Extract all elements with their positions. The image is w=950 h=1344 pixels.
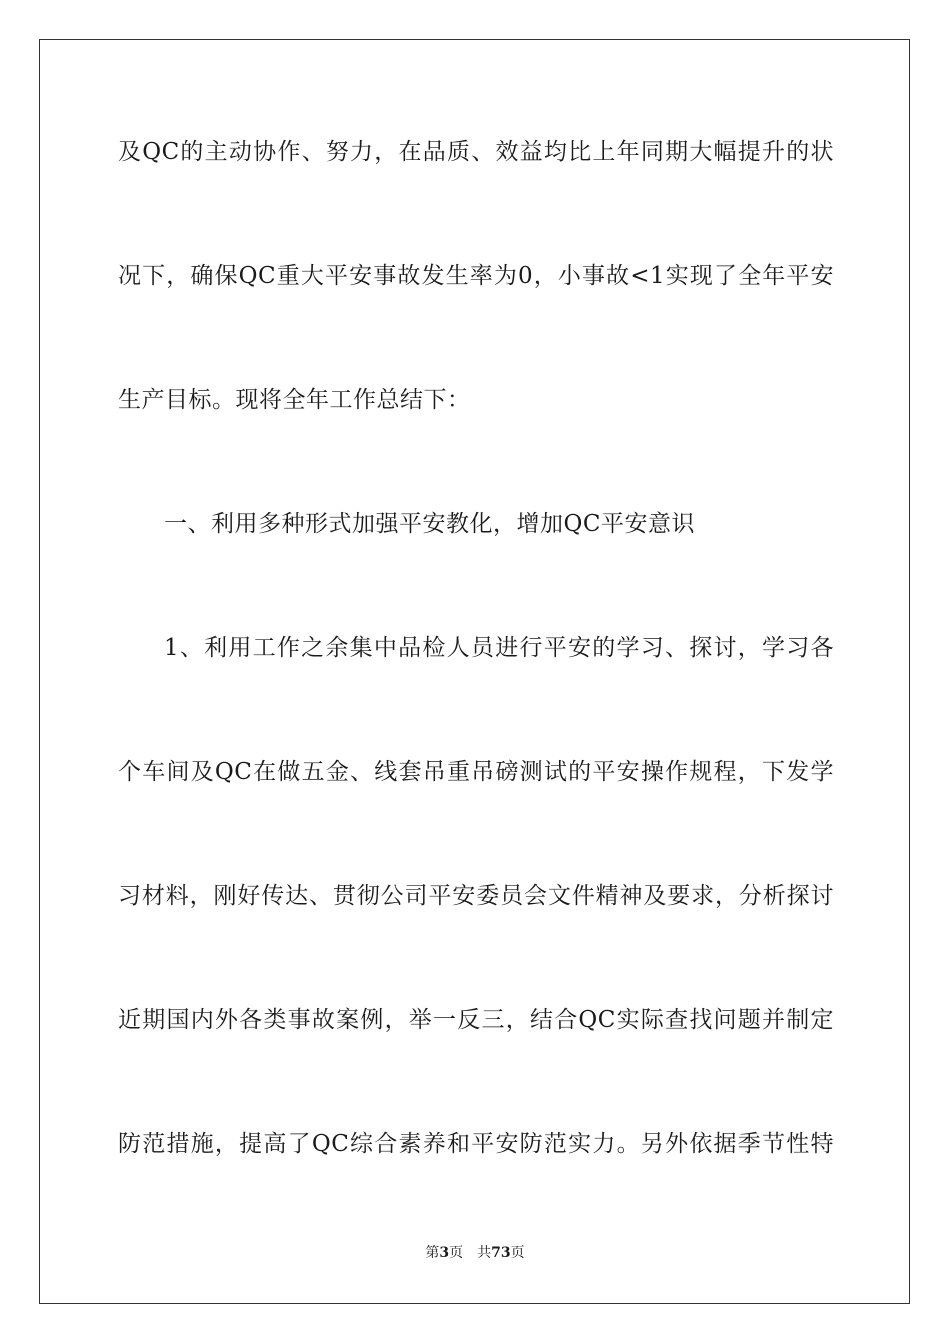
page-border	[39, 39, 910, 1304]
body-line-6: 个车间及QC在做五金、线套吊重吊磅测试的平安操作规程，下发学	[118, 759, 834, 785]
page-footer	[0, 1244, 950, 1262]
body-line-9: 防范措施，提高了QC综合素养和平安防范实力。另外依据季节性特	[118, 1131, 834, 1157]
body-line-8: 近期国内外各类事故案例，举一反三，结合QC实际查找问题并制定	[118, 1007, 834, 1033]
footer-page-unit: 页	[449, 1245, 464, 1261]
footer-total-prefix: 共	[477, 1245, 492, 1261]
footer-page-total: 73	[491, 1245, 511, 1261]
section-heading: 一、利用多种形式加强平安教化，增加QC平安意识	[164, 511, 695, 537]
footer-page-prefix: 第	[425, 1245, 440, 1261]
body-line-2: 况下，确保QC重大平安事故发生率为0，小事故<1实现了全年平安	[118, 263, 834, 289]
body-line-1: 及QC的主动协作、努力，在品质、效益均比上年同期大幅提升的状	[118, 139, 834, 165]
footer-total-unit: 页	[510, 1245, 525, 1261]
body-line-7: 习材料，刚好传达、贯彻公司平安委员会文件精神及要求，分析探讨	[118, 883, 834, 909]
body-line-3: 生产目标。现将全年工作总结下：	[118, 387, 471, 413]
body-line-5: 1、利用工作之余集中品检人员进行平安的学习、探讨，学习各	[164, 635, 834, 661]
footer-page-current: 3	[439, 1245, 450, 1261]
